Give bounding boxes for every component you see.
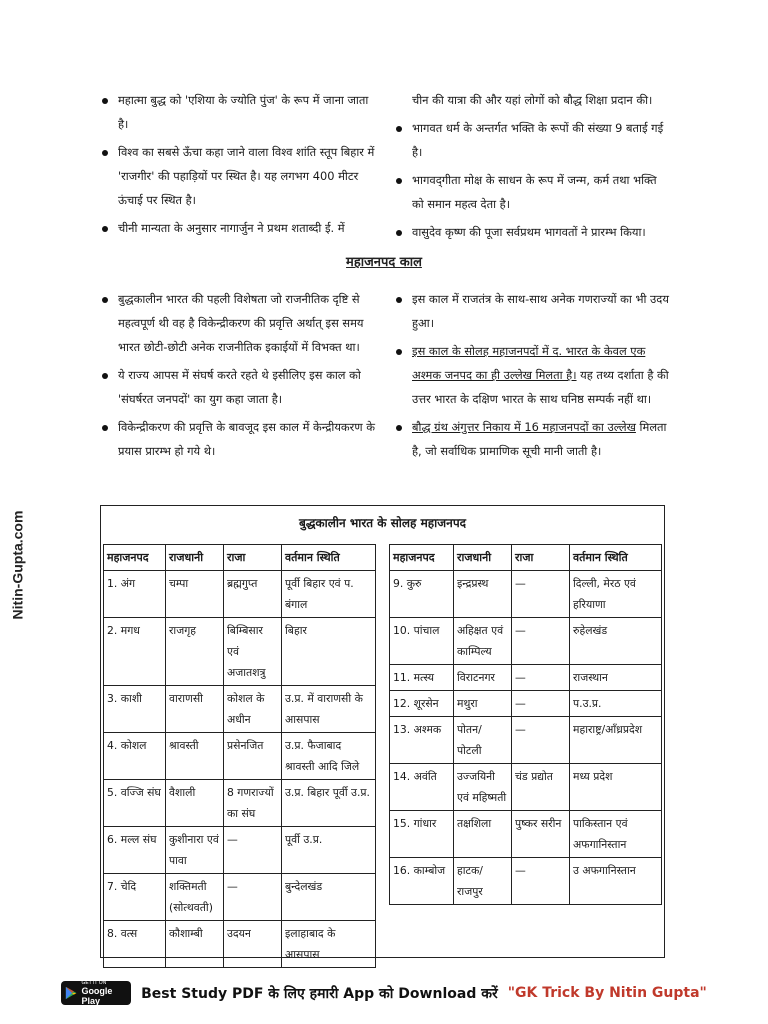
- google-play-badge[interactable]: [61, 981, 131, 1005]
- table-row: [390, 811, 662, 858]
- cell-mahajanapada: 5. वज्जि संघ: [104, 780, 166, 827]
- play-icon: [65, 985, 77, 1001]
- list-item: बुद्धकालीन भारत की पहली विशेषता जो राजनीतिक दृष्टि से महत्वपूर्ण थी वह है विकेन्द्रीकरण की प्रवृत्ति अर्थात् इस समय भारत छोटी-छोटी अनेक राजनीतिक इकाईयों में विभक्त था।: [100, 287, 376, 359]
- header-mahajanapada: महाजनपद: [104, 545, 166, 571]
- cell-present-location: दिल्ली, मेरठ एवं हरियाणा: [570, 571, 662, 618]
- watermark-text: Nitin-Gupta.com: [9, 510, 26, 620]
- cell-present-location: महाराष्ट्र/आँध्रप्रदेश: [570, 717, 662, 764]
- underlined-text: बौद्ध ग्रंथ अंगुत्तर निकाय में 16 महाजनपदों का उल्लेख: [412, 420, 636, 434]
- list-item: ये राज्य आपस में संघर्ष करते रहते थे इसीलिए इस काल को 'संघर्षरत जनपदों' का युग कहा जाता है।: [100, 363, 376, 411]
- table-row: [390, 571, 662, 618]
- header-king: राजा: [224, 545, 282, 571]
- cell-capital: मथुरा: [454, 691, 512, 717]
- cell-mahajanapada: 6. मल्ल संघ: [104, 827, 166, 874]
- cell-king: —: [512, 665, 570, 691]
- mid-right-column: [394, 287, 670, 467]
- cell-present-location: राजस्थान: [570, 665, 662, 691]
- list-item: बौद्ध ग्रंथ अंगुत्तर निकाय में 16 महाजनपदों का उल्लेख मिलता है, जो सर्वाधिक प्रामाणिक सूची मानी जाती है।: [394, 415, 670, 463]
- cell-capital: हाटक/ राजपुर: [454, 858, 512, 905]
- cell-mahajanapada: 8. वत्स: [104, 921, 166, 968]
- list-item: महात्मा बुद्ध को 'एशिया के ज्योति पुंज' के रूप में जाना जाता है।: [100, 88, 376, 136]
- cell-present-location: इलाहाबाद के आसपास: [282, 921, 376, 968]
- table-row: [390, 665, 662, 691]
- cell-present-location: प.उ.प्र.: [570, 691, 662, 717]
- top-right-list: [394, 116, 670, 244]
- cell-present-location: उ अफगानिस्तान: [570, 858, 662, 905]
- cell-capital: उज्जयिनी एवं महिष्मती: [454, 764, 512, 811]
- table-row: [104, 921, 376, 968]
- list-item: चीनी मान्यता के अनुसार नागार्जुन ने प्रथम शताब्दी ई. में: [100, 216, 376, 240]
- table-row: [104, 733, 376, 780]
- table-row: [390, 717, 662, 764]
- cell-king: —: [512, 618, 570, 665]
- table-row: [104, 780, 376, 827]
- cell-mahajanapada: 14. अवंति: [390, 764, 454, 811]
- cell-present-location: पाकिस्तान एवं अफगानिस्तान: [570, 811, 662, 858]
- mid-left-list: [100, 287, 376, 463]
- cell-capital: वाराणसी: [166, 686, 224, 733]
- table-left: [103, 544, 376, 968]
- footer-text: Best Study PDF के लिए हमारी App को Download करें: [141, 985, 498, 1002]
- cell-mahajanapada: 3. काशी: [104, 686, 166, 733]
- cell-mahajanapada: 10. पांचाल: [390, 618, 454, 665]
- cell-king: —: [224, 874, 282, 921]
- cell-capital: तक्षशिला: [454, 811, 512, 858]
- cell-present-location: मध्य प्रदेश: [570, 764, 662, 811]
- cell-king: —: [512, 571, 570, 618]
- cell-mahajanapada: 7. चेदि: [104, 874, 166, 921]
- table-row: [390, 618, 662, 665]
- cell-king: 8 गणराज्यों का संघ: [224, 780, 282, 827]
- header-capital: राजधानी: [454, 545, 512, 571]
- cell-present-location: रुहेलखंड: [570, 618, 662, 665]
- header-king: राजा: [512, 545, 570, 571]
- footer-app-name[interactable]: "GK Trick By Nitin Gupta": [507, 985, 707, 1001]
- cell-capital: अहिक्षत एवं काम्पिल्य: [454, 618, 512, 665]
- cell-king: प्रसेनजित: [224, 733, 282, 780]
- cell-king: उदयन: [224, 921, 282, 968]
- list-item: विश्व का सबसे ऊँचा कहा जाने वाला विश्व शांति स्तूप बिहार में 'राजगीर' की पहाड़ियों पर स्थित है। यह लगभग 400 मीटर ऊंचाई पर स्थित है।: [100, 140, 376, 212]
- top-right-continuation: चीन की यात्रा की और यहां लोगों को बौद्ध शिक्षा प्रदान की।: [412, 93, 653, 107]
- list-item: इस काल में राजतंत्र के साथ-साथ अनेक गणराज्यों का भी उदय हुआ।: [394, 287, 670, 335]
- cell-present-location: उ.प्र. बिहार पूर्वी उ.प्र.: [282, 780, 376, 827]
- cell-mahajanapada: 13. अश्मक: [390, 717, 454, 764]
- cell-king: —: [512, 717, 570, 764]
- cell-capital: श्रावस्ती: [166, 733, 224, 780]
- cell-king: कोशल के अधीन: [224, 686, 282, 733]
- cell-king: —: [512, 858, 570, 905]
- list-item: भागवत धर्म के अन्तर्गत भक्ति के रूपों की संख्या 9 बताई गई है।: [394, 116, 670, 164]
- top-left-list: [100, 88, 376, 240]
- cell-present-location: पूर्वी उ.प्र.: [282, 827, 376, 874]
- table-right: [389, 544, 662, 905]
- cell-mahajanapada: 4. कोशल: [104, 733, 166, 780]
- cell-capital: पोतन/ पोटली: [454, 717, 512, 764]
- table-row: [390, 691, 662, 717]
- cell-mahajanapada: 12. शूरसेन: [390, 691, 454, 717]
- cell-king: चंड प्रद्योत: [512, 764, 570, 811]
- table-row: [104, 571, 376, 618]
- mid-right-list: [394, 287, 670, 463]
- top-right-column: [394, 88, 670, 248]
- table-row: [104, 874, 376, 921]
- mahajanapada-table-box: [100, 505, 665, 961]
- cell-mahajanapada: 1. अंग: [104, 571, 166, 618]
- header-mahajanapada: महाजनपद: [390, 545, 454, 571]
- cell-capital: इन्द्रप्रस्थ: [454, 571, 512, 618]
- cell-king: —: [512, 691, 570, 717]
- cell-mahajanapada: 15. गांधार: [390, 811, 454, 858]
- badge-big-text: Google Play: [81, 986, 113, 1006]
- mid-section: [100, 287, 670, 467]
- cell-capital: कुशीनारा एवं पावा: [166, 827, 224, 874]
- cell-present-location: बुन्देलखंड: [282, 874, 376, 921]
- cell-capital: विराटनगर: [454, 665, 512, 691]
- cell-capital: चम्पा: [166, 571, 224, 618]
- list-item: भागवद्‌गीता मोक्ष के साधन के रूप में जन्म, कर्म तथा भक्ति को समान महत्व देता है।: [394, 168, 670, 216]
- list-item: इस काल के सोलह महाजनपदों में द. भारत के केवल एक अश्मक जनपद का ही उल्लेख मिलता है। यह तथ्य दर्शाता है की उत्तर भारत के दक्षिण भारत के साथ घनिष्ठ सम्पर्क नहीं था।: [394, 339, 670, 411]
- top-section: [100, 88, 670, 248]
- cell-mahajanapada: 11. मत्स्य: [390, 665, 454, 691]
- list-item: विकेन्द्रीकरण की प्रवृत्ति के बावजूद इस काल में केन्द्रीयकरण के प्रयास प्रारम्भ हो गये थे।: [100, 415, 376, 463]
- cell-king: बिम्बिसार एवं अजातशत्रु: [224, 618, 282, 686]
- table-row: [104, 686, 376, 733]
- cell-king: ब्रह्मगुप्त: [224, 571, 282, 618]
- cell-king: पुष्कर सरीन: [512, 811, 570, 858]
- header-capital: राजधानी: [166, 545, 224, 571]
- underlined-text: इस काल के सोलह महाजनपदों में द. भारत के केवल एक अश्मक जनपद का ही उल्लेख मिलता है।: [412, 344, 646, 382]
- cell-capital: वैशाली: [166, 780, 224, 827]
- cell-mahajanapada: 16. काम्बोज: [390, 858, 454, 905]
- table-row: [104, 618, 376, 686]
- cell-mahajanapada: 2. मगध: [104, 618, 166, 686]
- badge-small-text: GET IT ON: [81, 980, 107, 986]
- cell-king: —: [224, 827, 282, 874]
- header-present-location: वर्तमान स्थिति: [282, 545, 376, 571]
- mid-left-column: [100, 287, 376, 467]
- cell-capital: राजगृह: [166, 618, 224, 686]
- cell-capital: शक्तिमती (सोत्थवती): [166, 874, 224, 921]
- section-title: महाजनपद काल: [346, 255, 422, 270]
- table-row: [390, 858, 662, 905]
- cell-present-location: उ.प्र. में वाराणसी के आसपास: [282, 686, 376, 733]
- watermark: [2, 490, 32, 640]
- header-present-location: वर्तमान स्थिति: [570, 545, 662, 571]
- cell-present-location: पूर्वी बिहार एवं प. बंगाल: [282, 571, 376, 618]
- table-title: बुद्धकालीन भारत के सोलह महाजनपद: [298, 516, 467, 530]
- footer-banner: [0, 977, 768, 1009]
- top-left-column: [100, 88, 376, 248]
- cell-mahajanapada: 9. कुरु: [390, 571, 454, 618]
- list-item: वासुदेव कृष्ण की पूजा सर्वप्रथम भागवतों ने प्रारम्भ किया।: [394, 220, 670, 244]
- cell-capital: कौशाम्बी: [166, 921, 224, 968]
- table-row: [104, 827, 376, 874]
- table-row: [390, 764, 662, 811]
- cell-present-location: बिहार: [282, 618, 376, 686]
- cell-present-location: उ.प्र. फैजाबाद श्रावस्ती आदि जिले: [282, 733, 376, 780]
